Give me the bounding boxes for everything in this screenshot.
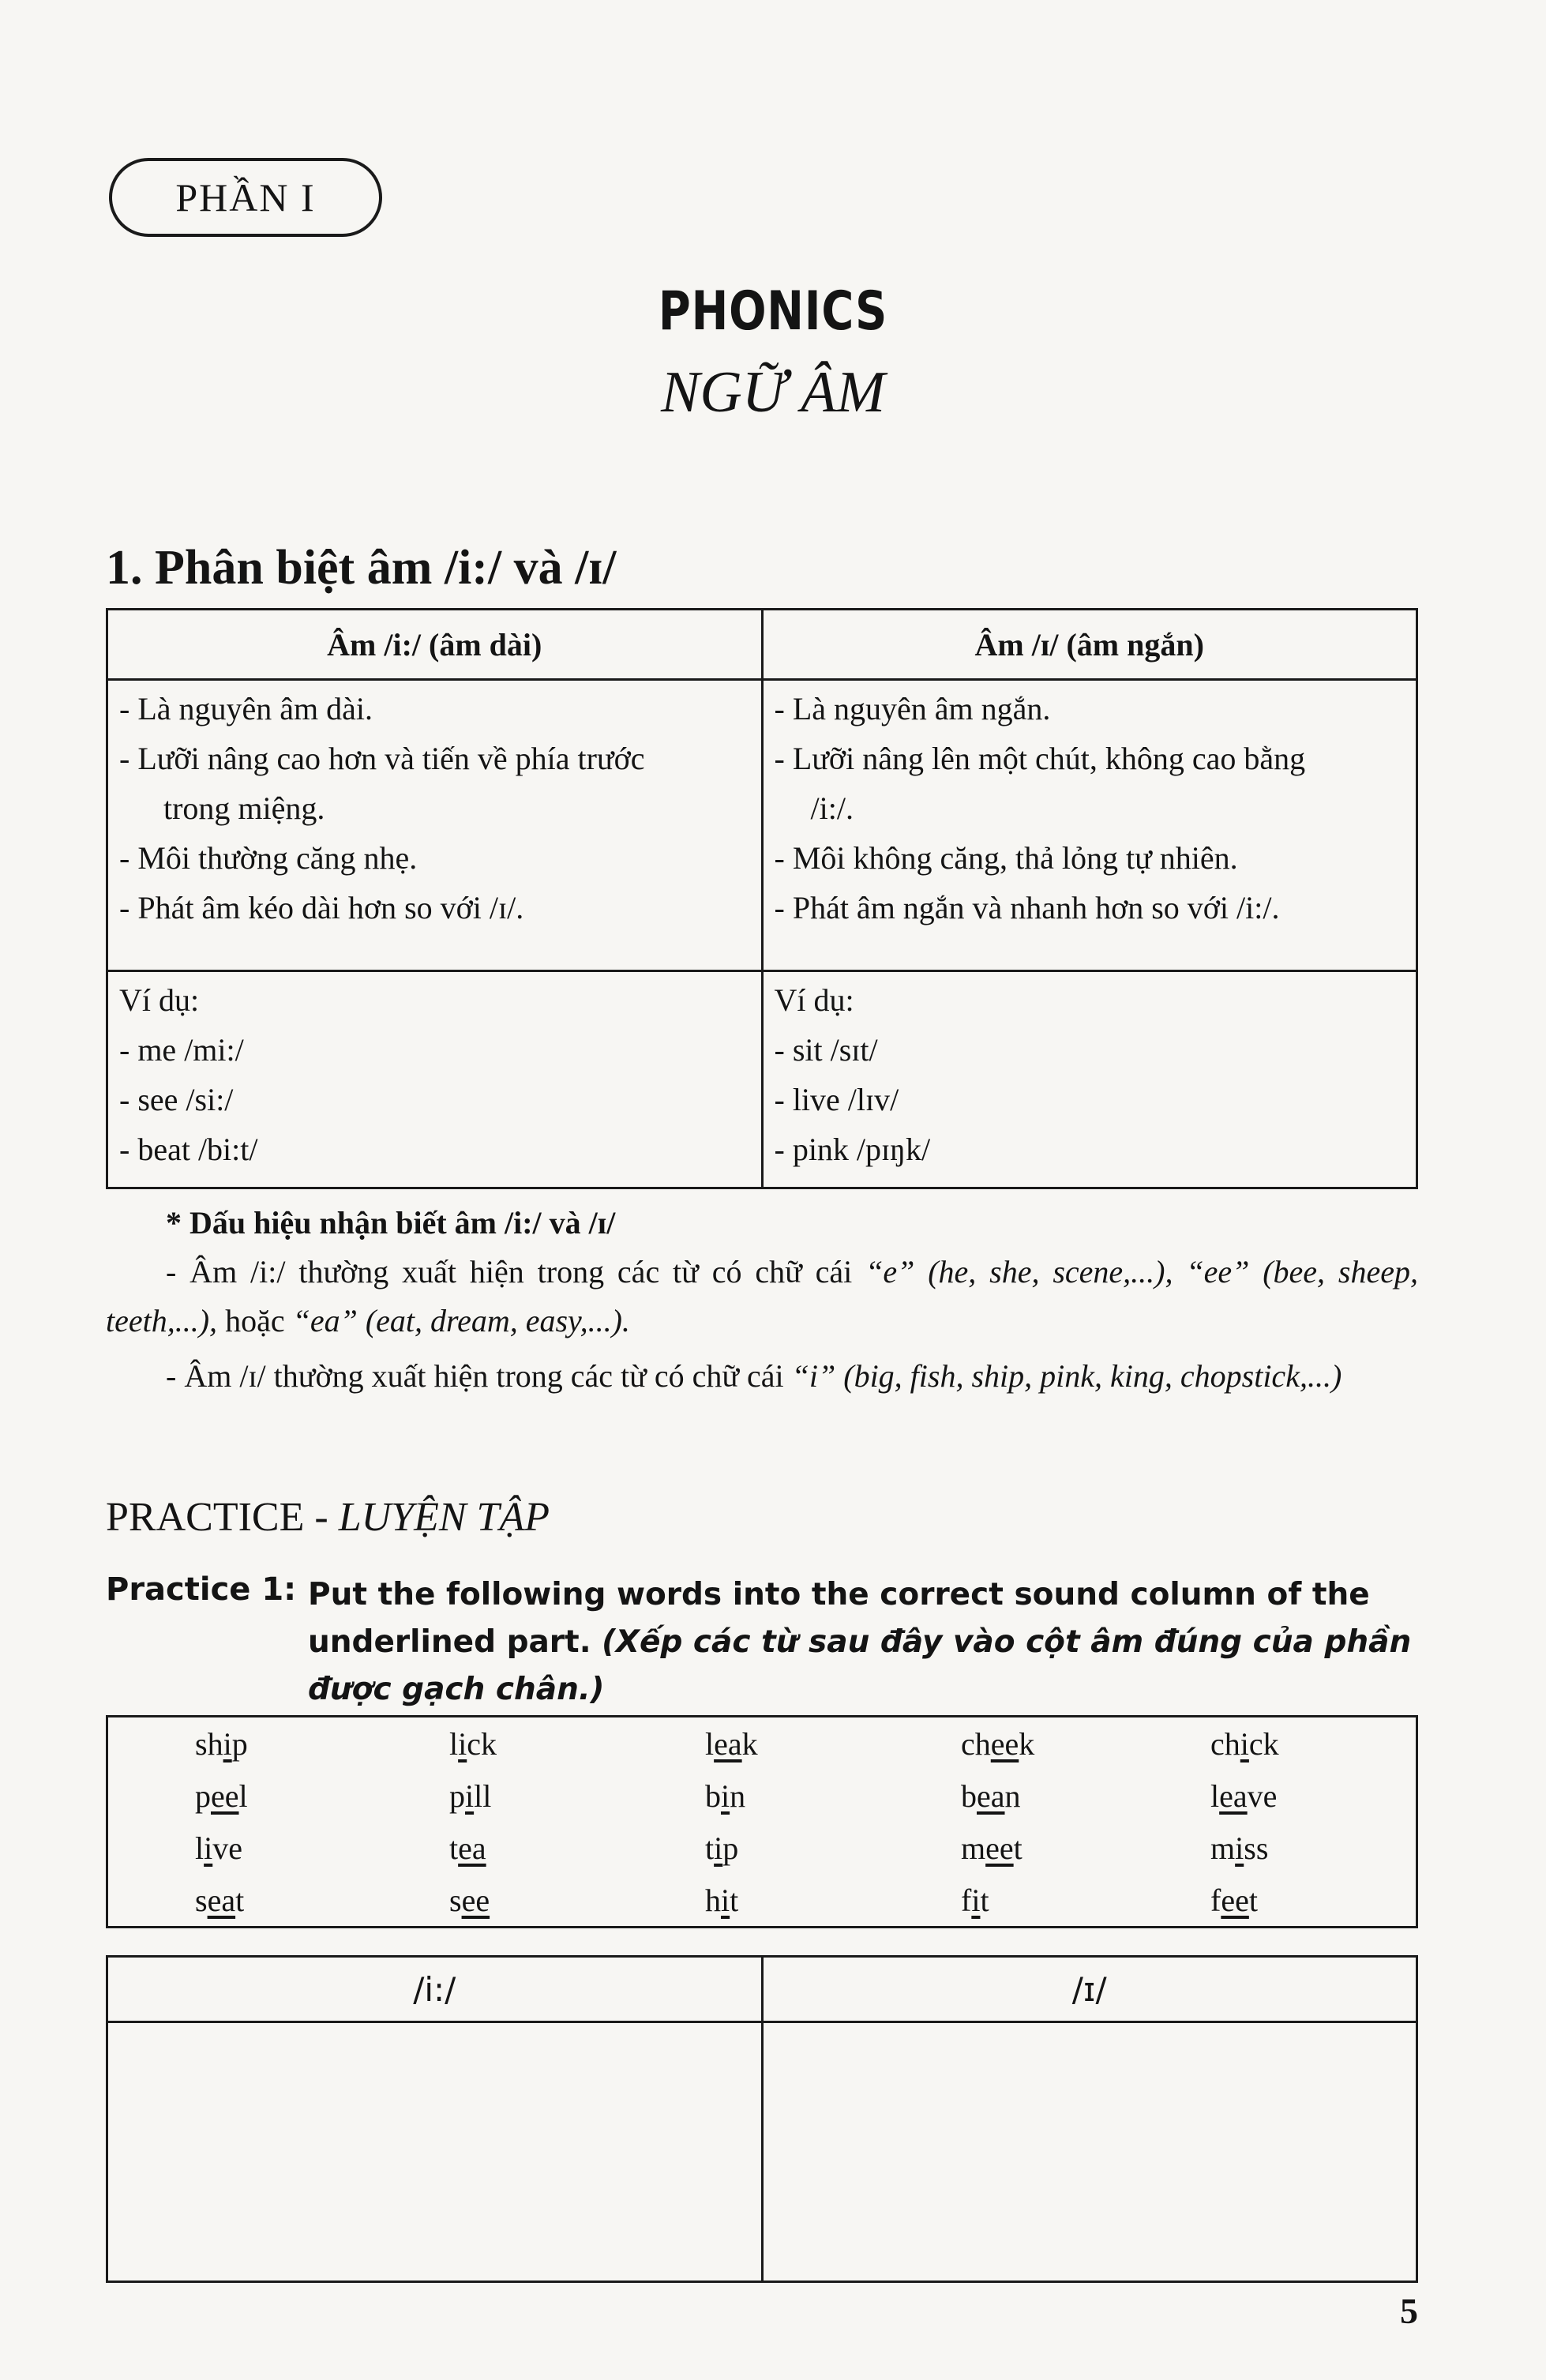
word-item: lick [449,1726,497,1762]
long-vowel-features: - Là nguyên âm dài. - Lưỡi nâng cao hơn và tiến về phía trước trong miệng. - Môi thường căng nhẹ. - Phát âm kéo dài hơn so với /ɪ/. [107,680,763,971]
word-item: chick [1210,1726,1279,1762]
word-item: seat [195,1883,245,1918]
answer-cell-long[interactable] [107,2022,763,2282]
word-item: live [195,1830,243,1866]
answer-header-short: /ɪ/ [762,1957,1417,2022]
word-item: see [449,1883,490,1918]
answer-header-long: /i:/ [107,1957,763,2022]
word-bank [106,1715,1418,1928]
short-vowel-header: Âm /ɪ/ (âm ngắn) [762,610,1417,680]
signs-title: * Dấu hiệu nhận biết âm /i:/ và /ɪ/ [166,1205,616,1241]
word-item: peel [195,1778,248,1814]
word-item: leak [705,1726,758,1762]
word-item: ship [195,1726,248,1762]
word-item: bin [705,1778,746,1814]
word-item: hit [705,1883,739,1918]
answer-cell-short[interactable] [762,2022,1417,2282]
word-item: meet [961,1830,1023,1866]
word-item: bean [961,1778,1021,1814]
word-item: miss [1210,1830,1269,1866]
part-badge [109,158,382,237]
long-vowel-header: Âm /i:/ (âm dài) [107,610,763,680]
exercise-number: Practice 1: [106,1571,297,1608]
word-item: fit [961,1883,989,1918]
page-number: 5 [1400,2291,1418,2331]
short-vowel-features: - Là nguyên âm ngắn. - Lưỡi nâng lên một chút, không cao bằng /i:/. - Môi không căng, thả lỏng tự nhiên. - Phát âm ngắn và nhanh hơn so với /i:/. [762,680,1417,971]
rule-long-vowel: - Âm /i:/ thường xuất hiện trong các từ có chữ cái “e” (he, she, scene,...), “ee” (bee, sheep, teeth,...), hoặc “ea” (eat, dream, easy,...). [106,1254,1418,1338]
word-grid [195,1725,1408,1934]
word-item: leave [1210,1778,1278,1814]
part-label: PHẦN I [175,175,316,220]
section-heading: 1. Phân biệt âm /i:/ và /ɪ/ [106,541,617,595]
word-item: tip [705,1830,739,1866]
word-item: pill [449,1778,492,1814]
practice-heading: PRACTICE - LUYỆN TẬP [106,1495,550,1540]
answer-table [106,1955,1418,2283]
word-item: feet [1210,1883,1258,1918]
page-subtitle: NGỮ ÂM [661,360,885,425]
long-vowel-examples: Ví dụ: - me /mi:/ - see /si:/ - beat /bi:t/ [107,971,763,1188]
recognition-signs [106,1199,1418,1401]
exercise-1 [106,1571,1418,1714]
rule-short-vowel: - Âm /ɪ/ thường xuất hiện trong các từ có chữ cái “i” (big, fish, ship, pink, king, chopstick,...) [166,1358,1342,1394]
exercise-instruction: Put the following words into the correct sound column of the underlined part. (Xếp các từ sau đây vào cột âm đúng của phần được gạch chân.) [308,1577,1412,1707]
page-title: PHONICS [658,280,888,343]
word-item: tea [449,1830,486,1866]
word-item: cheek [961,1726,1035,1762]
short-vowel-examples: Ví dụ: - sit /sɪt/ - live /lɪv/ - pink /pɪŋk/ [762,971,1417,1188]
comparison-table [106,608,1418,1189]
